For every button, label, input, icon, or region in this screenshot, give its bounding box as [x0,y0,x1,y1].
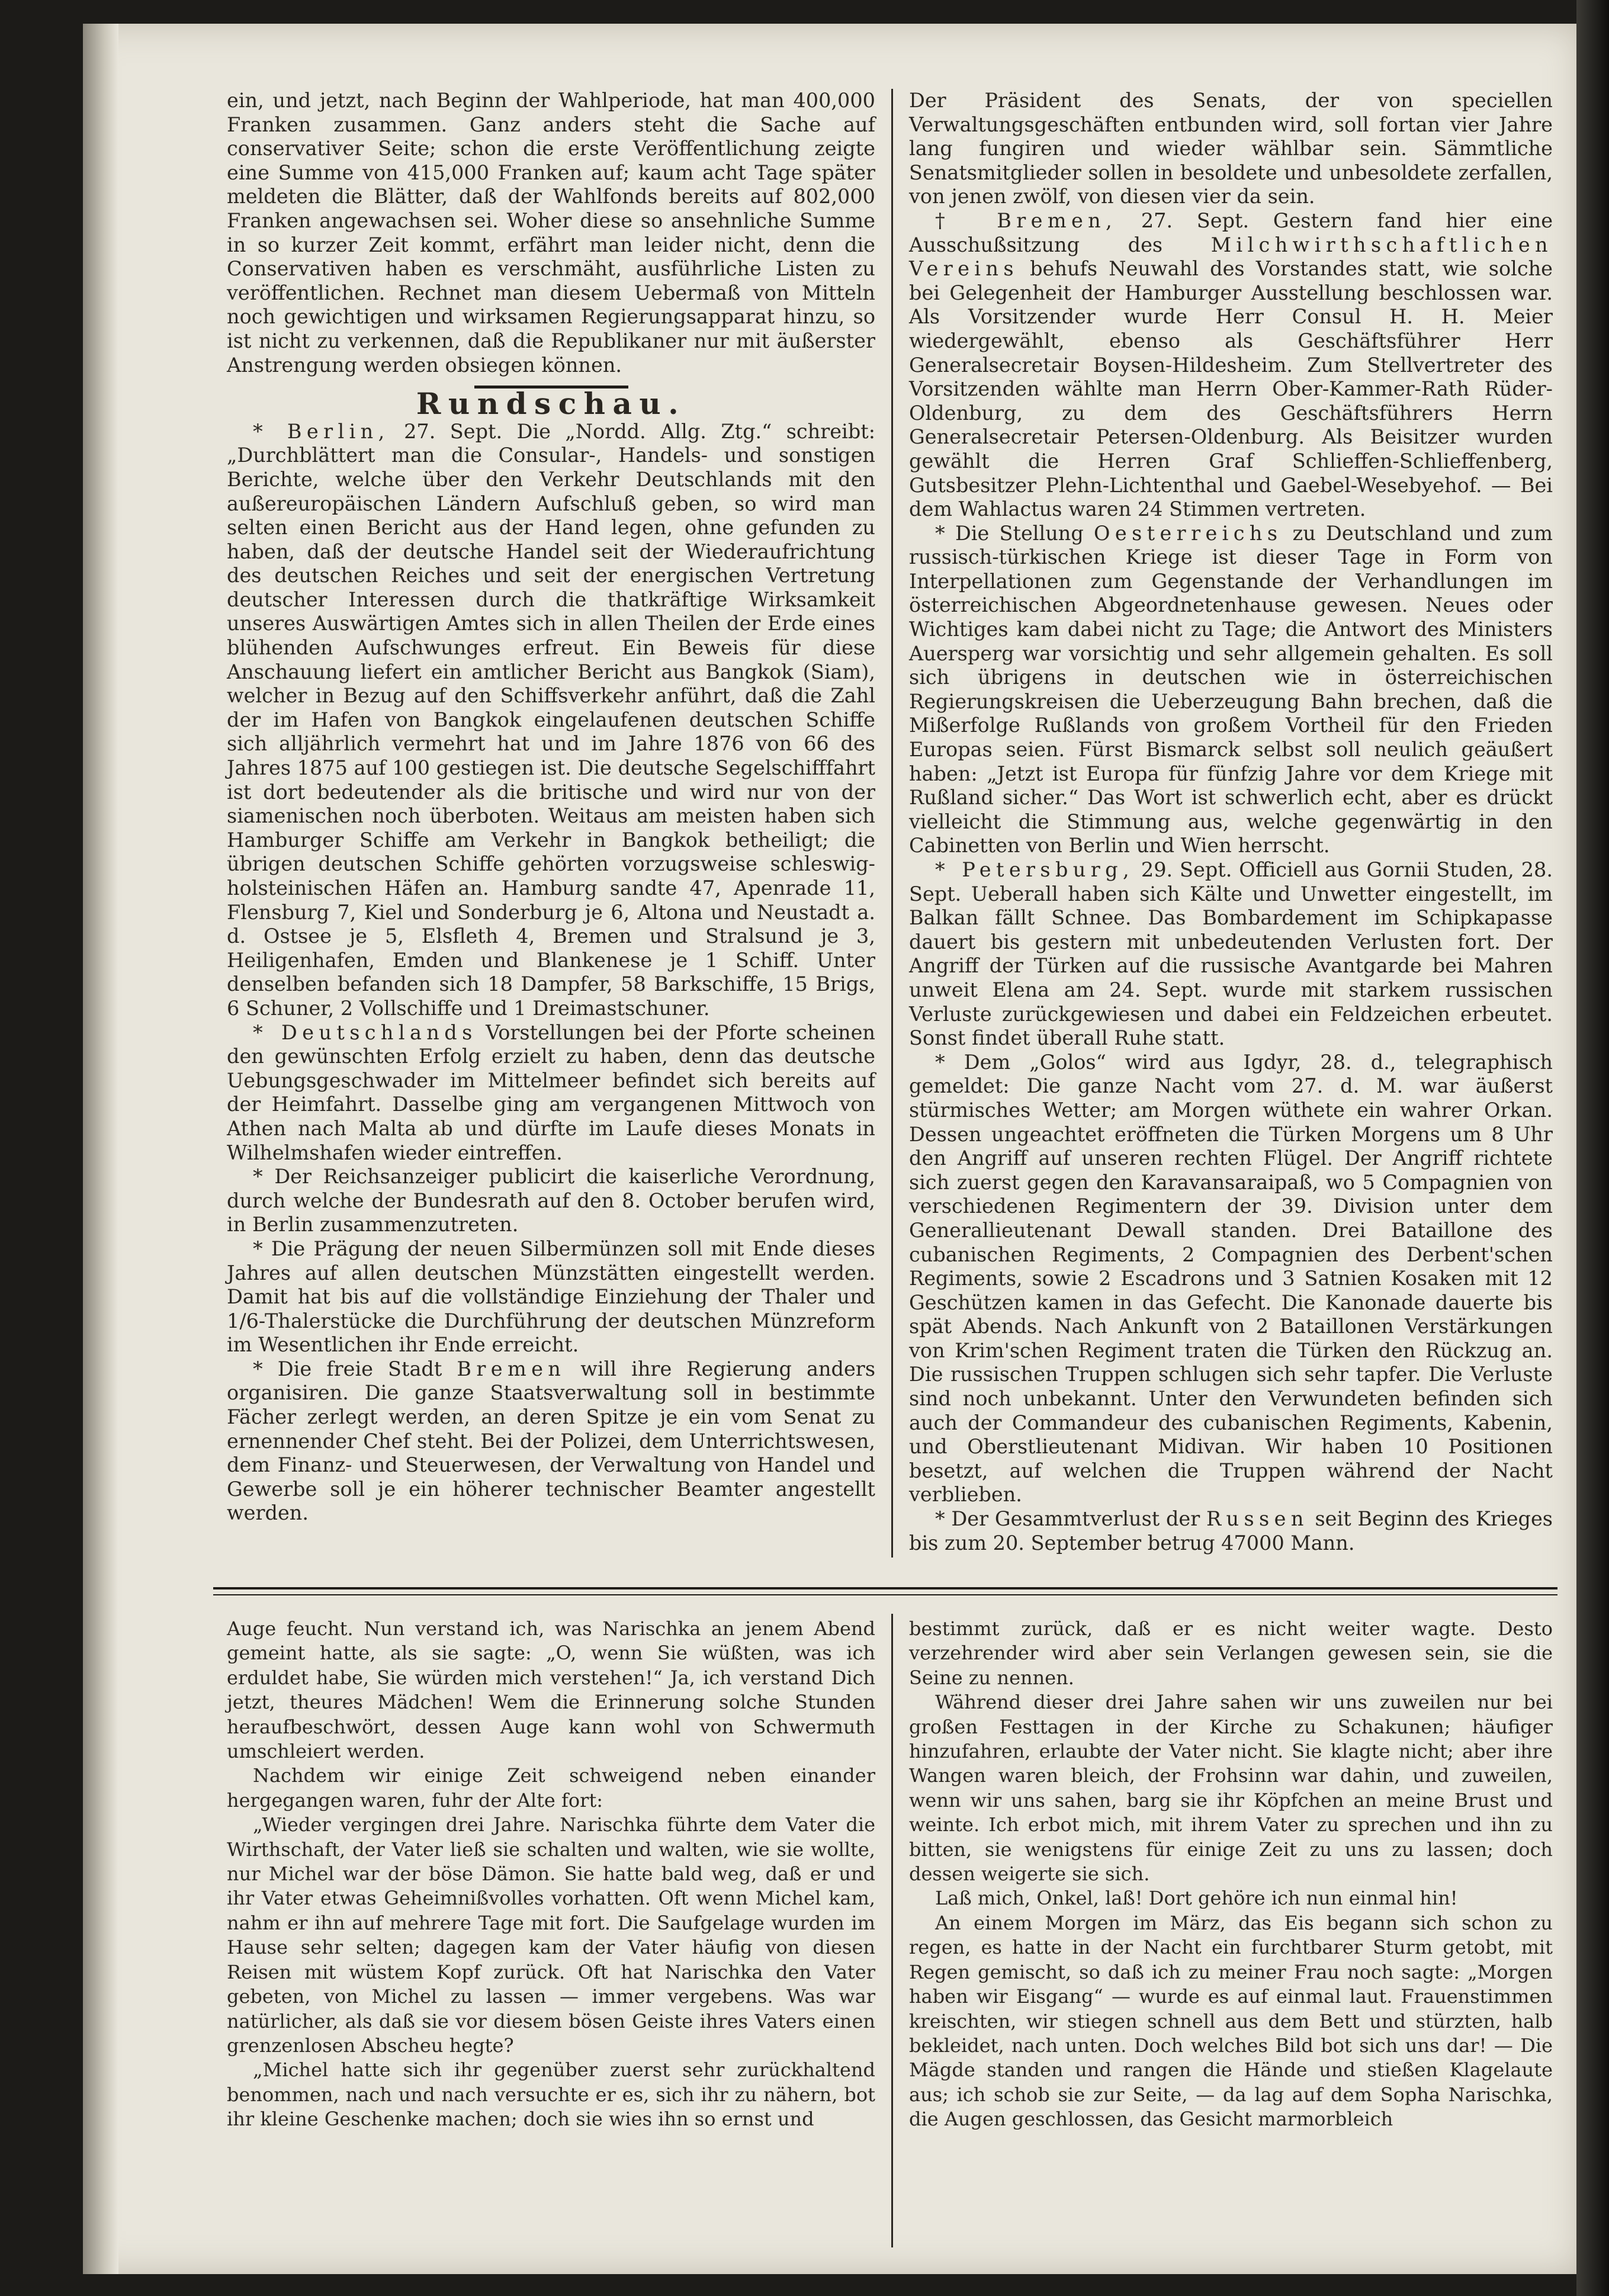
dateline: Oesterreichs [1094,521,1283,545]
paragraph: „Wieder vergingen drei Jahre. Narischka führte dem Vater die Wirthschaft, der Vater ließ sie schalten und walten, wie sie wollte, nur Michel war der böse Dämon. Sie hatte bald weg, daß er und ihr Vater etwas Geheimnißvolles vorhatten. Oft wenn Michel kam, nahm er ihn auf mehrere Tage mit fort. Die Saufgelage wurden im Hause sehr selten; dagegen kam der Vater häufig von diesen Reisen mit wüstem Kopf zurück. Oft hat Narischka den Vater gebeten, von Michel zu lassen — immer vergebens. Was war natürlicher, als daß sie vor diesem bösen Geiste ihres Vaters einen grenzenlosen Abscheu hegte? [227,1813,875,2057]
dateline: * Deutschlands [253,1020,477,1044]
paragraph: Auge feucht. Nun verstand ich, was Narischka an jenem Abend gemeint hatte, als sie sagte: „O, wenn Sie wüßten, was ich erduldet habe, Sie würden mich verstehen!“ Ja, ich verstand Dich jetzt, theures Mädchen! Wem die Erinnerung solche Stunden heraufbeschwört, dessen Auge kann wohl von Schwermuth umschleiert werden. [227,1617,875,1763]
column-divider [891,1614,893,2247]
feuilleton-separator [213,1587,1557,1595]
right-news-column [909,89,1553,1555]
paragraph: bestimmt zurück, daß er es nicht weiter wagte. Desto verzehrender wird aber sein Verlangen gewesen sein, sie die Seine zu nennen. [909,1617,1553,1689]
paragraph: * Der Reichsanzeiger publicirt die kaiserliche Verordnung, durch welche der Bundesrath auf den 8. October berufen wird, in Berlin zusammenzutreten. [227,1165,875,1237]
dateline: * Petersburg, [935,858,1134,881]
paragraph: * Die Prägung der neuen Silbermünzen soll mit Ende dieses Jahres auf allen deutschen Münzstätten eingestellt werden. Damit hat bis auf die vollständige Einziehung der Thaler und 1/6-Thalerstücke die Durchführung der deutschen Münzreform im Wesentlichen ihr Ende erreicht. [227,1237,875,1357]
paragraph: „Michel hatte sich ihr gegenüber zuerst sehr zurückhaltend benommen, nach und nach versuchte er es, sich ihr zu nähern, bot ihr kleine Geschenke machen; doch sie wies ihn so ernst und [227,2059,875,2131]
body-text: 27. Sept. Gestern fand hier eine Ausschußsitzung des [909,208,1553,256]
paragraph [909,522,1553,858]
left-feuilleton-column [227,1617,875,2132]
body-text: * Die Stellung [935,521,1084,545]
body-text: Vorstellungen bei der Pforte scheinen den gewünschten Erfolg erzielt zu haben, denn das deutsche Uebungsgeschwader im Mittelmeer befindet sich bereits auf der Heimfahrt. Dasselbe ging am vergangenen Mittwoch von Athen nach Malta ab und dürfte im Laufe dieses Monats in Wilhelmshafen wieder eintreffen. [227,1020,875,1164]
paragraph: Nachdem wir einige Zeit schweigend neben einander hergegangen waren, fuhr der Alte fort: [227,1764,875,1812]
body-text: 27. Sept. Die „Nordd. Allg. Ztg.“ schreibt: „Durchblättert man die Consular-, Handels- und sonstigen Berichte, welche über den Verkehr Deutschlands mit den außereuropäischen Ländern Aufschluß geben, so wird man selten einen Bericht aus der Hand legen, ohne gefunden zu haben, daß der deutsche Handel seit der Wiederaufrichtung des deutschen Reiches und seit der energischen Vertretung deutscher Interessen durch die thatkräftige Wirksamkeit unseres Auswärtigen Amtes sich in allen Theilen der Erde eines blühenden Aufschwunges erfreut. Ein Beweis für diese Anschauung liefert ein amtlicher Bericht aus Bangkok (Siam), welcher in Bezug auf den Schiffsverkehr anführt, daß die Zahl der im Hafen von Bangkok eingelaufenen deutschen Schiffe sich alljährlich vermehrt hat und im Jahre 1876 von 66 des Jahres 1875 auf 100 gestiegen ist. Die deutsche Segelschifffahrt ist dort bedeutender als die britische und wird nur von der siamenischen noch überboten. Weitaus am meisten haben sich Hamburger Schiffe am Verkehr in Bangkok betheiligt; die übrigen deutschen Schiffe gehörten vorzugsweise schleswig-holsteinischen Häfen an. Hamburg sandte 47, Apenrade 11, Flensburg 7, Kiel und Sonderburg je 6, Altona und Neustadt a. d. Ostsee je 5, Elsfleth 4, Bremen und Stralsund je 3, Heiligenhafen, Emden und Blankenese je 1 Schiff. Unter denselben befanden sich 18 Dampfer, 58 Barkschiffe, 15 Brigs, 6 Schuner, 2 Vollschiffe und 1 Dreimastschuner. [227,419,876,1020]
body-text: seit Beginn des Krieges bis zum 20. September betrug 47000 Mann. [909,1507,1553,1555]
page-binding [83,24,118,2274]
emphasis: Russen [1206,1507,1309,1531]
paragraph: Während dieser drei Jahre sahen wir uns zuweilen nur bei großen Festtagen in der Kirche zu Schakunen; häufiger hinzufahren, erlaubte der Vater nicht. Sie klagte nicht; aber ihre Wangen waren bleich, der Frohsinn war dahin, und zuweilen, wenn wir uns sahen, barg sie ihr Köpfchen an meine Brust und weinte. Ich erbot mich, mit ihrem Vater zu sprechen und ihn zu bitten, sie wenigstens für einige Zeit zu uns zu lassen; doch dessen weigerte sie sich. [909,1691,1553,1886]
body-text: will ihre Regierung anders organisiren. Die ganze Staatsverwaltung soll in bestimmte Fächer zerlegt werden, an deren Spitze je ein vom Senat zu ernennender Chef steht. Bei der Polizei, dem Unterrichtswesen, dem Finanz- und Steuerwesen, der Verwaltung von Handel und Gewerbe soll je ein höherer technischer Beamter angestellt werden. [227,1357,876,1525]
paragraph: An einem Morgen im März, das Eis begann sich schon zu regen, es hatte in der Nacht ein furchtbarer Sturm getobt, mit Regen gemischt, so daß ich zu meiner Frau noch sagte: „Morgen haben wir Eisgang“ — wurde es auf einmal laut. Frauenstimmen kreischten, wir stiegen schnell aus dem Bett und stürzten, halb bekleidet, nach unten. Doch welches Bild bot sich uns dar! — Die Mägde standen und rangen die Hände und stießen Klagelaute aus; ich schob sie zur Seite, — da lag auf dem Sopha Narischka, die Augen geschlossen, das Gesicht marmorbleich [909,1911,1553,2131]
paragraph: * Dem „Golos“ wird aus Igdyr, 28. d., telegraphisch gemeldet: Die ganze Nacht vom 27. d. M. war äußerst stürmisches Wetter; am Morgen wüthete ein wahrer Orkan. Dessen ungeachtet eröffneten die Türken Morgens um 8 Uhr den Angriff auf unseren rechten Flügel. Der Angriff richtete sich zuerst gegen den Karavansaraipaß, wo 5 Compagnien von verschiedenen Regimentern der 39. Division unter dem Generallieutenant Dewall standen. Drei Bataillone des cubanischen Regiments, 2 Compagnien des Derbent'schen Regiments, sowie 2 Escadrons und 3 Satnien Kosaken mit 12 Geschützen kamen in das Gefecht. Die Kanonade dauerte bis spät Abends. Nach Ankunft von 2 Bataillonen Verstärkungen von Krim'schen Regiment traten die Türken den Rückzug an. Die russischen Truppen schlugen sich sehr tapfer. Die Verluste sind noch unbekannt. Unter den Verwundeten befinden sich auch der Commandeur des cubanischen Regiments, Kabenin, und Oberstlieutenant Midivan. Wir haben 10 Positionen besetzt, auf welchen die Truppen während der Nacht verblieben. [909,1050,1553,1507]
paragraph [227,1357,875,1526]
paragraph [227,420,875,1021]
dateline: * Berlin, [253,419,390,443]
dateline: Bremen [457,1357,566,1380]
right-feuilleton-column [909,1617,1553,2132]
body-text: * Der Gesammtverlust der [935,1507,1200,1531]
paragraph: Laß mich, Onkel, laß! Dort gehöre ich nun einmal hin! [935,1887,1458,1910]
scan-edge [1576,0,1609,2296]
left-news-column [227,89,875,1526]
paragraph: ein, und jetzt, nach Beginn der Wahlperiode, hat man 400,000 Franken zusammen. Ganz anders steht die Sache auf conservativer Seite; schon die erste Veröffentlichung zeigte eine Summe von 415,000 Franken auf; kaum acht Tage später meldeten die Blätter, daß der Wahlfonds bereits auf 802,000 Franken angewachsen sei. Woher diese so ansehnliche Summe in so kurzer Zeit kommt, erfährt man leider nicht, denn die Conservativen haben es verschmäht, ausführliche Listen zu veröffentlichen. Rechnet man diesem Uebermaß von Mitteln noch gewichtigen und wirksamen Regierungsapparat hinzu, so ist nicht zu verkennen, daß die Republikaner nur mit äußerster Anstrengung werden obsiegen können. [227,89,875,377]
paragraph [909,858,1553,1051]
body-text: 29. Sept. Officiell aus Gornii Studen, 28. Sept. Ueberall haben sich Kälte und Unwetter eingestellt, im Balkan fällt Schnee. Das Bombardement im Schipkapasse dauert bis gestern mit unbedeutenden Verlusten fort. Der Angriff der Türken auf die russische Avantgarde bei Mahren unweit Elena am 24. Sept. wurde mit starkem russischen Verluste zurückgewiesen und dabei ein Feldzeichen erbeutet. Sonst findet überall Ruhe statt. [909,858,1553,1050]
paragraph: Der Präsident des Senats, der von speciellen Verwaltungsgeschäften entbunden wird, soll fortan vier Jahre lang fungiren und wieder wählbar sein. Sämmtliche Senatsmitglieder sollen in besoldete und unbesoldete zerfallen, von jenen zwölf, von diesen vier da sein. [909,89,1553,208]
body-text: * Die freie Stadt [253,1357,442,1380]
emphasis: Milchwirthschaftlichen Vereins [909,233,1553,281]
section-heading: Rundschau. [416,386,686,422]
body-text: zu Deutschland und zum russisch-türkischen Kriege ist dieser Tage in Form von Interpellationen zum Gegenstande der Verhandlungen im österreichischen Abgeordnetenhause gewesen. Neues oder Wichtiges kam dabei nicht zu Tage; die Antwort des Ministers Auersperg war vorsichtig und sehr allgemein gehalten. Es soll sich übrigens in deutschen wie in österreichischen Regierungskreisen die Ueberzeugung Bahn brechen, daß die Mißerfolge Rußlands von großem Vortheil für den Frieden Europas seien. Fürst Bismarck selbst soll neulich geäußert haben: „Jetzt ist Europa für fünfzig Jahre vor dem Kriege mit Rußland sicher.“ Das Wort ist schwerlich echt, aber es drückt vielleicht die Stimmung aus, welche gegenwärtig in den Cabinetten von Berlin und Wien herrscht. [909,521,1553,858]
column-divider [891,89,893,1558]
paragraph [909,209,1553,522]
dateline: † Bremen, [935,208,1117,232]
paragraph [909,1507,1553,1555]
paragraph [227,1021,875,1165]
body-text: behufs Neuwahl des Vorstandes statt, wie solche bei Gelegenheit der Hamburger Ausstellung beschlossen war. Als Vorsitzender wurde Herr Consul H. H. Meier wiedergewählt, ebenso als Geschäftsführer Herr Generalsecretair Boysen-Hildesheim. Zum Stellvertreter des Vorsitzenden wählte man Herrn Ober-Kammer-Rath Rüder-Oldenburg, zu dem des Geschäftsführers Herrn Generalsecretair Petersen-Oldenburg. Als Beisitzer wurden gewählt die Herren Graf Schlieffen-Schlieffenberg, Gutsbesitzer Plehn-Lichtenthal und Gaebel-Wesebyehof. — Bei dem Wahlactus waren 24 Stimmen vertreten. [909,257,1553,521]
